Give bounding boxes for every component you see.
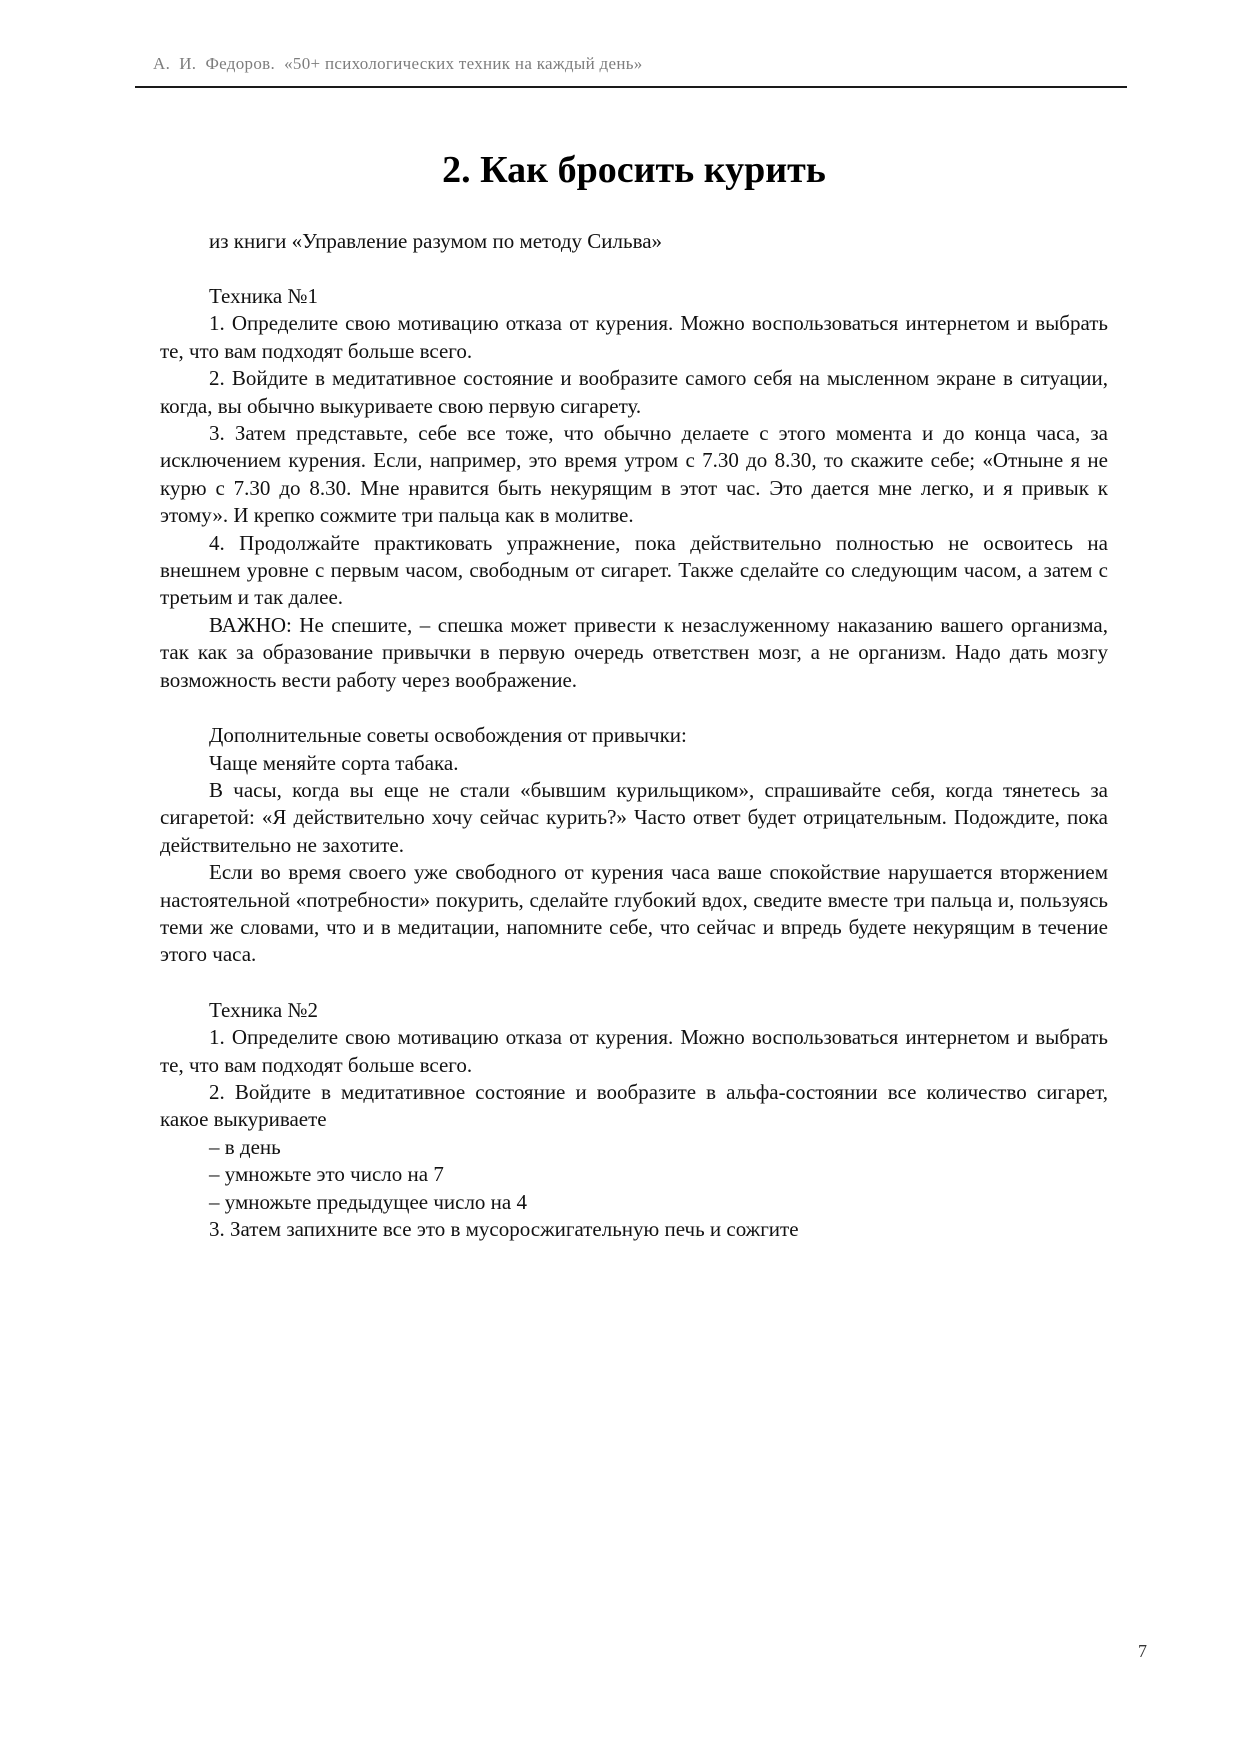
paragraph-important-note: ВАЖНО: Не спешите, – спешка может привести к незаслуженному наказанию вашего организма, так как за образование привычки в первую очередь ответствен мозг, а не организм. Надо дать мозгу возможность вести работу через воображение. [160, 612, 1108, 692]
paragraph-t1-step-3: 3. Затем представьте, себе все тоже, что обычно делаете с этого момента и до конца часа, за исключением курения. Если, например, это время утром с 7.30 до 8.30, то скажите себе; «Отныне я не курю с 7.30 до 8.30. Мне нравится быть некурящим в этот час. Это дается мне легко, и я привык к этому». И крепко сожмите три пальца как в молитве. [160, 421, 1108, 528]
paragraph-t1-step-4: 4. Продолжайте практиковать упражнение, пока действительно полностью не освоитесь на внешнем уровне с первым часом, свободным от сигарет. Также сделайте со следующим часом, а затем с третьим и так далее. [160, 530, 1108, 610]
page-content [160, 148, 1108, 1243]
paragraph-tip-tobacco: Чаще меняйте сорта табака. [209, 750, 459, 775]
chapter-title: 2. Как бросить курить [442, 149, 826, 191]
section-heading-technique-1: Техника №1 [209, 284, 319, 308]
list-item-multiply-7: – умножьте это число на 7 [209, 1162, 444, 1187]
paragraph-tip-ask-yourself: В часы, когда вы еще не стали «бывшим курильщиком», спрашивайте себя, когда тянетесь за сигаретой: «Я действительно хочу сейчас курить?» Часто ответ будет отрицательным. Подождите, пока действительно не захотите. [160, 777, 1108, 857]
paragraph-t2-step-2: 2. Войдите в медитативное состояние и вообразите в альфа-состоянии все количество сигарет, какое выкуриваете [160, 1079, 1108, 1132]
page-number: 7 [1138, 1641, 1147, 1661]
running-header: А. И. Федоров. «50+ психологических техник на каждый день» [153, 54, 643, 73]
paragraph-t2-step-3: 3. Затем запихните все это в мусоросжигательную печь и сожгите [209, 1217, 799, 1241]
paragraph-t1-step-2: 2. Войдите в медитативное состояние и вообразите самого себя на мысленном экране в ситуации, когда, вы обычно выкуриваете свою первую сигарету. [160, 366, 1108, 418]
header-divider [135, 86, 1127, 88]
tips-heading: Дополнительные советы освобождения от привычки: [209, 723, 687, 748]
list-item-per-day: – в день [209, 1134, 281, 1159]
paragraph-t2-step-1: 1. Определите свою мотивацию отказа от курения. Можно воспользоваться интернетом и выбрать те, что вам подходят больше всего. [160, 1025, 1108, 1077]
list-item-multiply-4: – умножьте предыдущее число на 4 [209, 1189, 527, 1214]
source-line: из книги «Управление разумом по методу Сильва» [209, 228, 663, 253]
paragraph-tip-free-hour: Если во время своего уже свободного от курения часа ваше спокойствие нарушается вторжением настоятельной «потребности» покурить, сделайте глубокий вдох, сведите вместе три пальца и, пользуясь теми же словами, что и в медитации, напомните себе, что сейчас и впредь будете некурящим в течение этого часа. [160, 860, 1108, 967]
paragraph-t1-step-1: 1. Определите свою мотивацию отказа от курения. Можно воспользоваться интернетом и выбрать те, что вам подходят больше всего. [160, 311, 1108, 363]
section-heading-technique-2: Техника №2 [209, 997, 319, 1022]
